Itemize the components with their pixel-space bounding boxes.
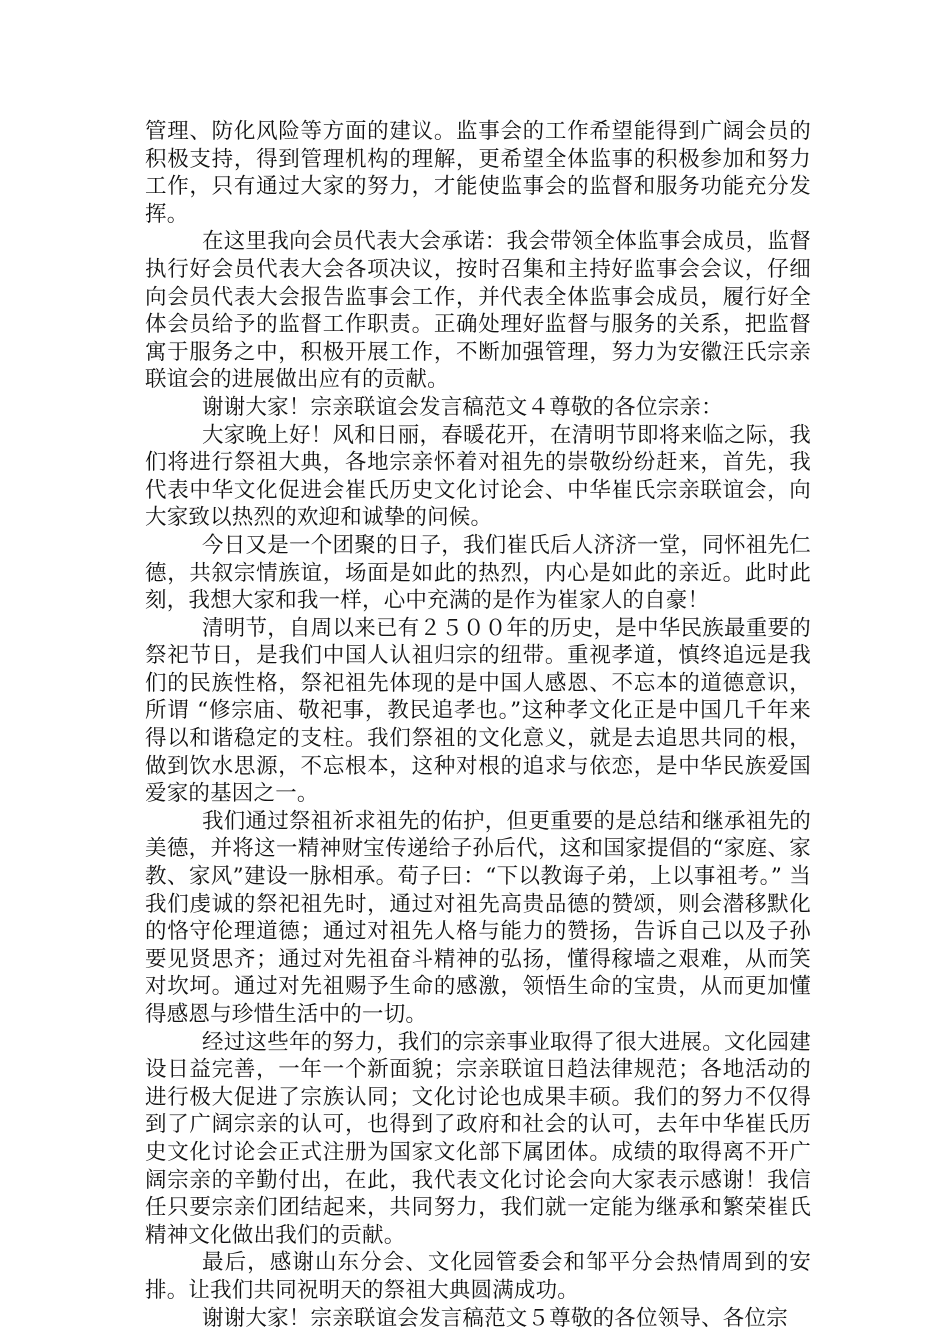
paragraph-9: 最后，感谢山东分会、文化园管委会和邹平分会热情周到的安排。让我们共同祝明天的祭祖大典圆满成功。	[145, 1250, 811, 1303]
paragraph-4: 大家晚上好！风和日丽，春暖花开，在清明节即将来临之际，我们将进行祭祖大典，各地宗亲怀着对祖先的崇敬纷纷赶来，首先，我代表中华文化促进会崔氏历史文化讨论会、中华崔氏宗亲联谊会，向大家致以热烈的欢迎和诚挚的问候。	[145, 422, 811, 531]
paragraph-7: 我们通过祭祖祈求祖先的佑护，但更重要的是总结和继承祖先的美德，并将这一精神财宝传递给子孙后代，这和国家提倡的“家庭、家教、家风”建设一脉相承。荀子曰：“下以教诲子弟，上以事祖考。” 当我们虔诚的祭祀祖先时，通过对祖先高贵品德的赞颂，则会潜移默化的恪守伦理道德；通过对祖先人格与能力的赞扬，告诉自己以及子孙要见贤思齐；通过对先祖奋斗精神的弘扬，懂得稼墙之艰难，从而笑对坎坷。通过对先祖赐予生命的感激，领悟生命的宝贵，从而更加懂得感恩与珍惜生活中的一切。	[145, 808, 811, 1027]
paragraph-8: 经过这些年的努力，我们的宗亲事业取得了很大进展。文化园建设日益完善，一年一个新面貌；宗亲联谊日趋法律规范；各地活动的进行极大促进了宗族认同；文化讨论也成果丰硕。我们的努力不仅得到了广阔宗亲的认可，也得到了政府和社会的认可，去年中华崔氏历史文化讨论会正式注册为国家文化部下属团体。成绩的取得离不开广阔宗亲的辛勤付出，在此，我代表文化讨论会向大家表示感谢！我信任只要宗亲们团结起来，共同努力，我们就一定能为继承和繁荣崔氏精神文化做出我们的贡献。	[145, 1029, 811, 1248]
paragraph-10: 谢谢大家！宗亲联谊会发言稿范文５尊敬的各位领导、各位宗	[202, 1305, 788, 1331]
paragraph-1: 管理、防化风险等方面的建议。监事会的工作希望能得到广阔会员的积极支持，得到管理机构的理解，更希望全体监事的积极参加和努力工作，只有通过大家的努力，才能使监事会的监督和服务功能充分发挥。	[145, 119, 811, 227]
paragraph-2: 在这里我向会员代表大会承诺：我会带领全体监事会成员，监督执行好会员代表大会各项决议，按时召集和主持好监事会会议，仔细向会员代表大会报告监事会工作，并代表全体监事会成员，履行好全体会员给予的监督工作职责。正确处理好监督与服务的关系，把监督寓于服务之中，积极开展工作，不断加强管理，努力为安徽汪氏宗亲联谊会的进展做出应有的贡献。	[145, 229, 811, 393]
paragraph-5: 今日又是一个团聚的日子，我们崔氏后人济济一堂，同怀祖先仁德，共叙宗情族谊，场面是如此的热烈，内心是如此的亲近。此时此刻，我想大家和我一样，心中充满的是作为崔家人的自豪！	[145, 532, 811, 614]
document-page	[145, 118, 811, 1332]
paragraph-3: 谢谢大家！宗亲联谊会发言稿范文４尊敬的各位宗亲：	[202, 394, 723, 420]
paragraph-6: 清明节，自周以来已有２５００年的历史，是中华民族最重要的祭祀节日，是我们中国人认祖归宗的纽带。重视孝道，慎终追远是我们的民族性格，祭祀祖先体现的是中国人感恩、不忘本的道德意识，所谓 “修宗庙、敬祀事，教民追孝也。”这种孝文化正是中国几千年来得以和谐稳定的支柱。我们祭祖的文化意义，就是去追思共同的根，做到饮水思源，不忘根本，这种对根的追求与依恋，是中华民族爱国爱家的基因之一。	[145, 615, 811, 807]
